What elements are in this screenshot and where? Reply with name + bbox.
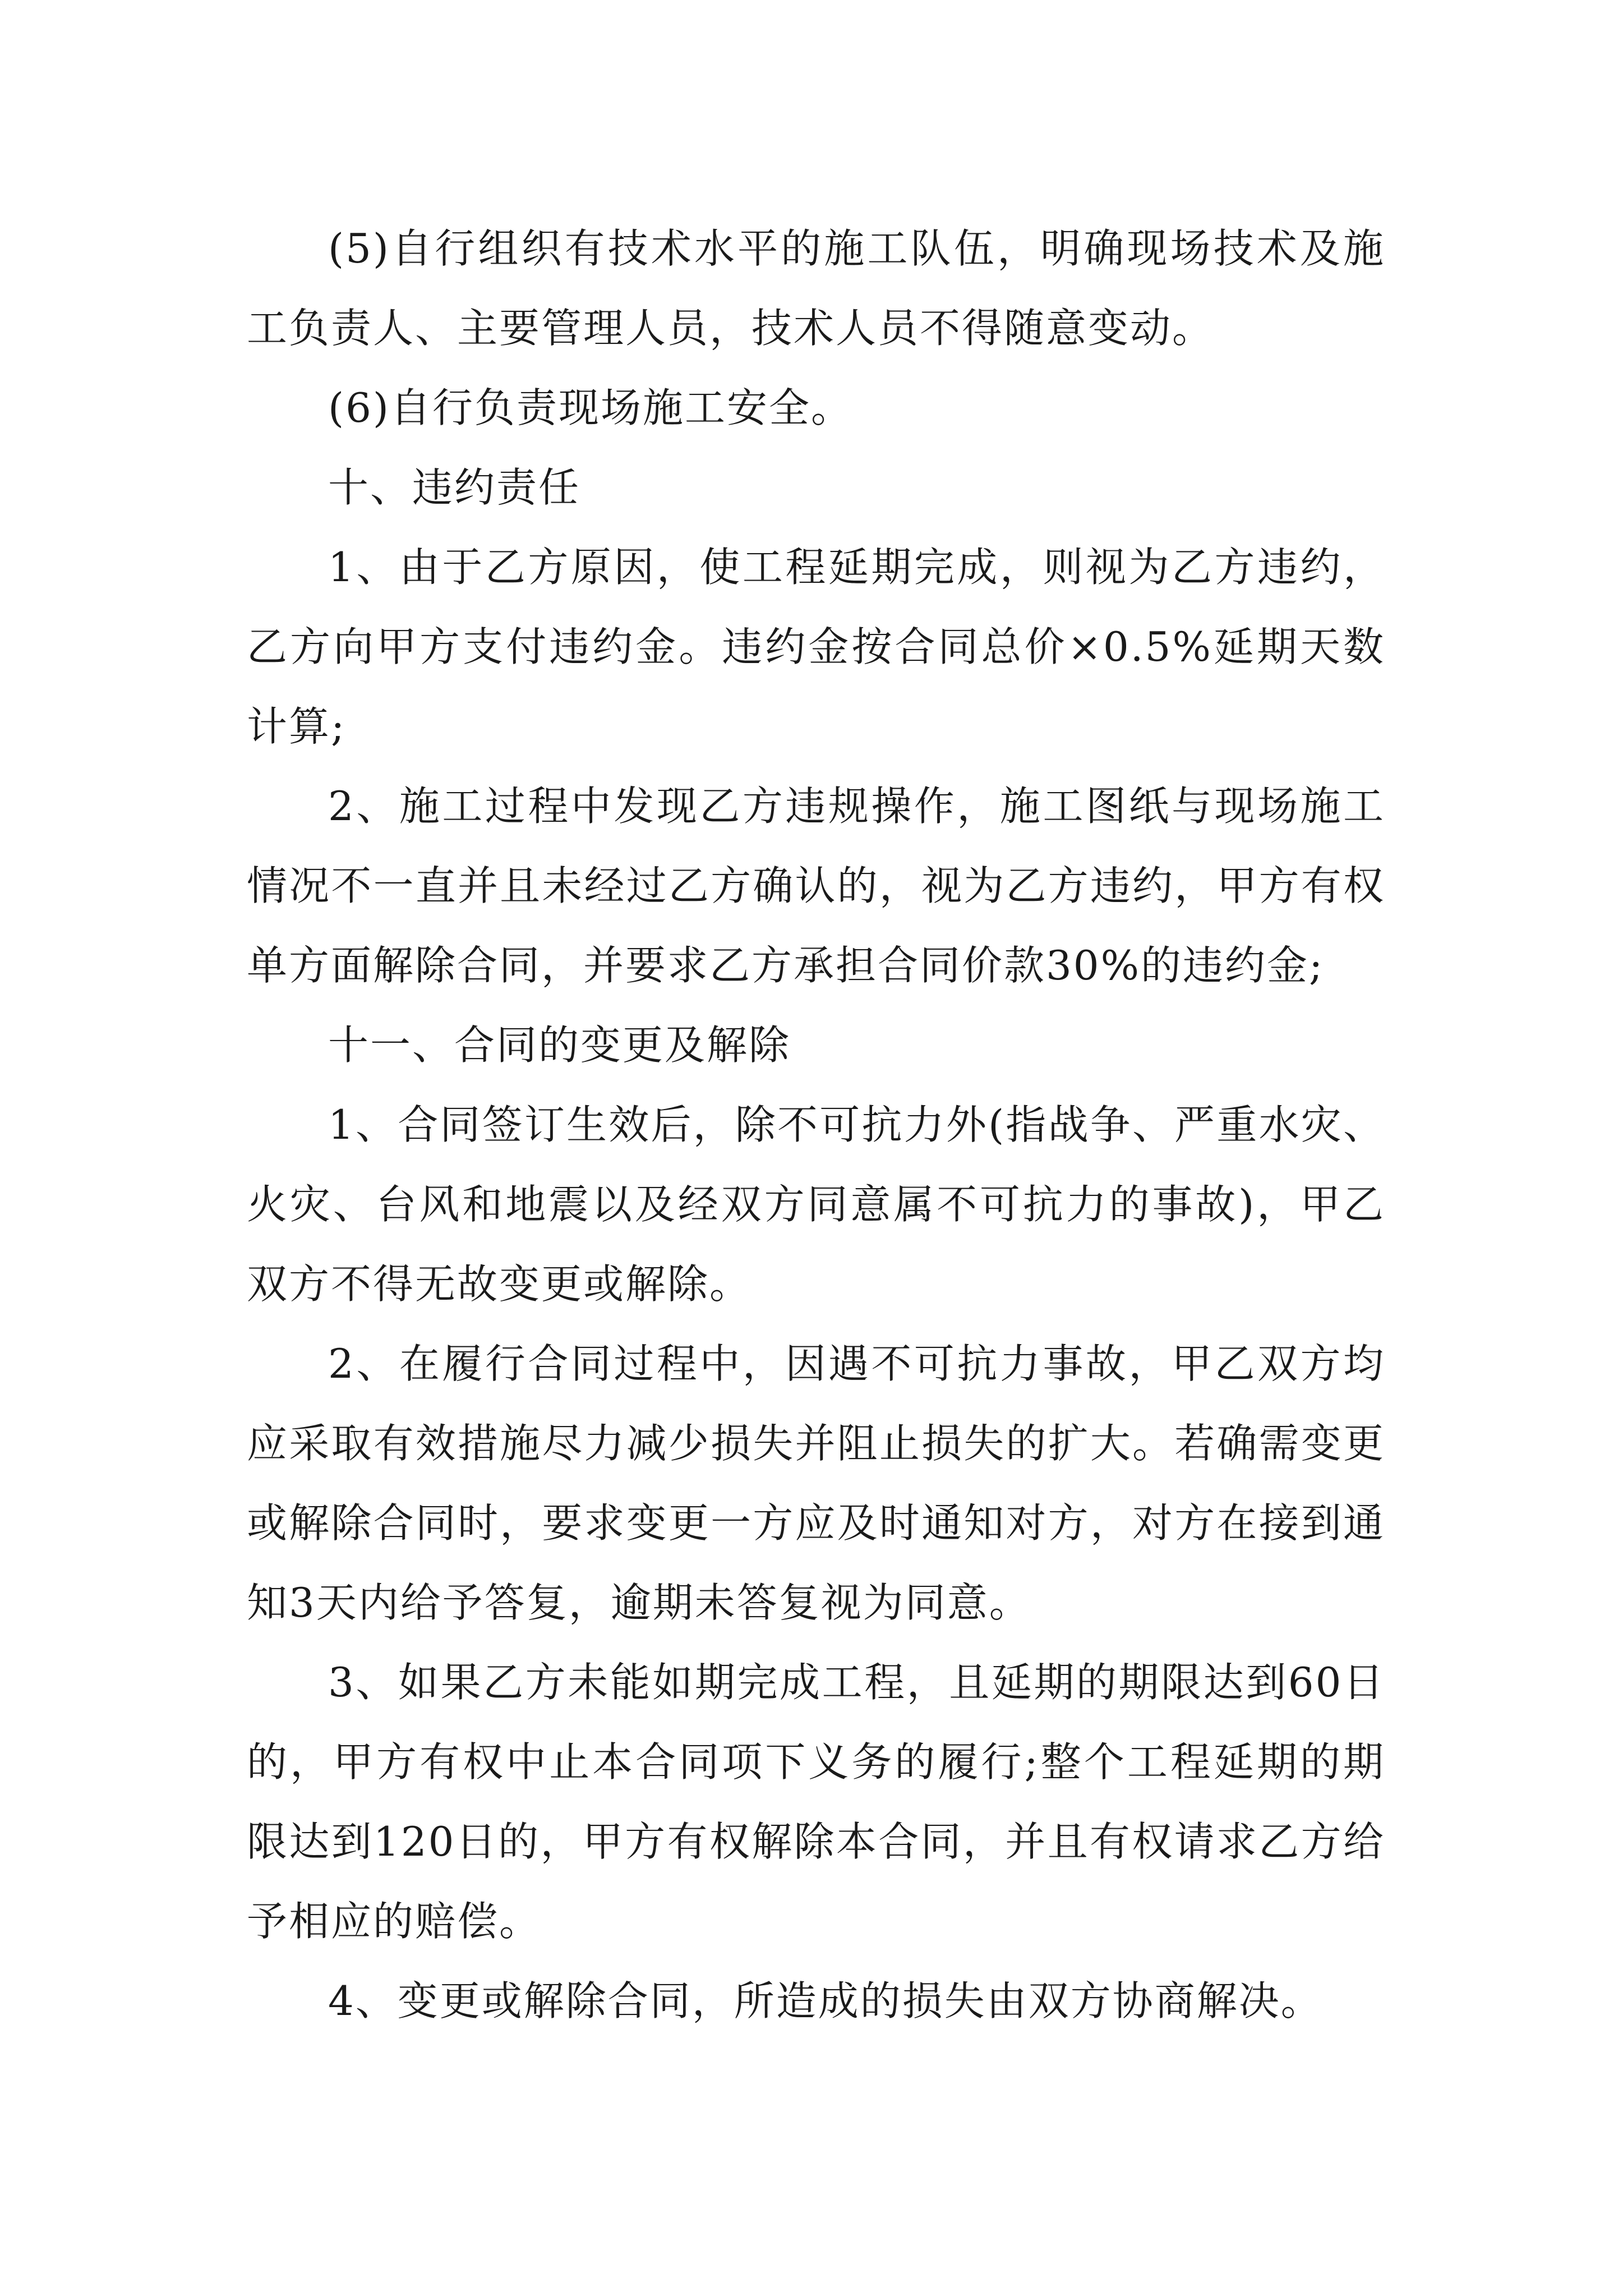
paragraph-breach-2: 2、施工过程中发现乙方违规操作，施工图纸与现场施工情况不一直并且未经过乙方确认的，视为乙方违约，甲方有权单方面解除合同，并要求乙方承担合同价款30%的违约金; bbox=[247, 783, 1385, 989]
paragraph-change-2: 2、在履行合同过程中，因遇不可抗力事故，甲乙双方均应采取有效措施尽力减少损失并阻止损失的扩大。若确需变更或解除合同时，要求变更一方应及时通知对方，对方在接到通知3天内给予答复，逾期未答复视为同意。 bbox=[247, 1340, 1385, 1626]
paragraph-change-4: 4、变更或解除合同，所造成的损失由双方协商解决。 bbox=[328, 1977, 1323, 2024]
paragraph-clause-6: (6)自行负责现场施工安全。 bbox=[328, 384, 853, 431]
paragraph-change-3: 3、如果乙方未能如期完成工程，且延期的期限达到60日的，甲方有权中止本合同项下义务的履行;整个工程延期的期限达到120日的，甲方有权解除本合同，并且有权请求乙方给予相应的赔偿。 bbox=[247, 1659, 1385, 1945]
section-heading-breach: 十、违约责任 bbox=[328, 464, 581, 511]
document-body bbox=[247, 209, 1385, 2041]
paragraph-clause-5: (5)自行组织有技术水平的施工队伍，明确现场技术及施工负责人、主要管理人员，技术人员不得随意变动。 bbox=[247, 225, 1385, 352]
paragraph-change-1: 1、合同签订生效后，除不可抗力外(指战争、严重水灾、火灾、台风和地震以及经双方同意属不可抗力的事故)，甲乙双方不得无故变更或解除。 bbox=[247, 1101, 1385, 1308]
section-heading-change-termination: 十一、合同的变更及解除 bbox=[328, 1022, 791, 1069]
paragraph-breach-1: 1、由于乙方原因，使工程延期完成，则视为乙方违约，乙方向甲方支付违约金。违约金按合同总价×0.5%延期天数计算; bbox=[247, 544, 1385, 750]
